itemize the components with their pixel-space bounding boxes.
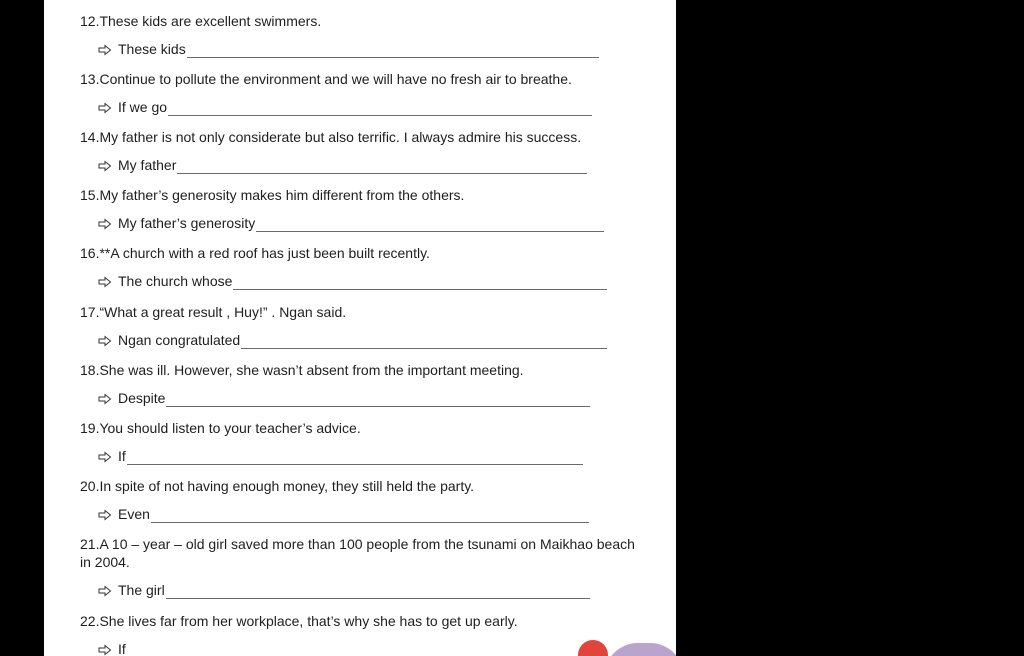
question-19 (80, 419, 361, 437)
answer-prompt: If we go (118, 99, 168, 115)
question-text: You should listen to your teacher’s advice. (99, 420, 361, 436)
question-12 (80, 12, 321, 30)
question-number: 19. (80, 420, 100, 436)
question-number: 20. (80, 478, 100, 494)
answer-prompt: If (118, 448, 126, 464)
question-13 (80, 70, 572, 88)
answer-prompt: My father (118, 157, 177, 173)
answer-line-16 (98, 272, 607, 290)
arrow-right-outline-icon (98, 585, 112, 597)
answer-blank[interactable] (241, 334, 607, 349)
arrow-right-outline-icon (98, 644, 112, 656)
question-number: 18. (80, 362, 100, 378)
question-number: 13. (80, 71, 100, 87)
worksheet-page (44, 0, 676, 656)
question-text: In spite of not having enough money, they still held the party. (99, 478, 475, 494)
answer-line-21 (98, 581, 590, 599)
answer-blank[interactable] (177, 159, 587, 174)
answer-line-15 (98, 214, 604, 232)
answer-prompt: These kids (118, 41, 186, 57)
answer-blank[interactable] (187, 43, 599, 58)
answer-line-13 (98, 98, 592, 116)
question-21 (80, 535, 642, 571)
black-margin-right (676, 0, 1024, 656)
question-text: She was ill. However, she wasn’t absent from the important meeting. (99, 362, 524, 378)
answer-blank[interactable] (151, 508, 589, 523)
question-14 (80, 128, 581, 146)
answer-line-22 (98, 640, 583, 656)
answer-blank[interactable] (256, 217, 604, 232)
answer-prompt: If (118, 641, 126, 656)
question-number: 15. (80, 187, 100, 203)
question-text: My father is not only considerate but also terrific. I always admire his success. (99, 129, 582, 145)
purple-sticker (604, 643, 676, 656)
question-15 (80, 186, 464, 204)
question-number: 17. (80, 304, 100, 320)
answer-line-17 (98, 331, 607, 349)
question-18 (80, 361, 524, 379)
answer-prompt: The church whose (118, 273, 233, 289)
question-text: A 10 – year – old girl saved more than 100 people from the tsunami on Maikhao beach in 2004. (80, 536, 639, 570)
answer-blank[interactable] (166, 392, 590, 407)
question-text: “What a great result , Huy!” . Ngan said. (99, 304, 347, 320)
question-number: 16. (80, 245, 100, 261)
question-number: 14. (80, 129, 100, 145)
arrow-right-outline-icon (98, 44, 112, 56)
question-text: She lives far from her workplace, that’s why she has to get up early. (99, 613, 518, 629)
arrow-right-outline-icon (98, 276, 112, 288)
question-number: 22. (80, 613, 100, 629)
answer-prompt: Ngan congratulated (118, 332, 241, 348)
question-number: 12. (80, 13, 100, 29)
answer-line-20 (98, 505, 589, 523)
answer-blank[interactable] (166, 584, 590, 599)
answer-line-19 (98, 447, 583, 465)
answer-blank[interactable] (168, 101, 592, 116)
arrow-right-outline-icon (98, 160, 112, 172)
question-number: 21. (80, 536, 100, 552)
arrow-right-outline-icon (98, 451, 112, 463)
question-20 (80, 477, 474, 495)
question-text: Continue to pollute the environment and we will have no fresh air to breathe. (99, 71, 572, 87)
answer-blank[interactable] (127, 643, 583, 656)
arrow-right-outline-icon (98, 335, 112, 347)
question-text: These kids are excellent swimmers. (99, 13, 322, 29)
arrow-right-outline-icon (98, 509, 112, 521)
arrow-right-outline-icon (98, 218, 112, 230)
answer-prompt: Despite (118, 390, 166, 406)
answer-prompt: The girl (118, 582, 165, 598)
arrow-right-outline-icon (98, 393, 112, 405)
answer-blank[interactable] (233, 275, 607, 290)
answer-prompt: Even (118, 506, 150, 522)
answer-line-14 (98, 156, 587, 174)
question-text: My father’s generosity makes him different from the others. (99, 187, 465, 203)
question-16 (80, 244, 430, 262)
question-17 (80, 303, 346, 321)
answer-line-18 (98, 389, 590, 407)
answer-blank[interactable] (127, 450, 583, 465)
question-text: **A church with a red roof has just been built recently. (99, 245, 430, 261)
arrow-right-outline-icon (98, 102, 112, 114)
answer-prompt: My father’s generosity (118, 215, 256, 231)
question-22 (80, 612, 518, 630)
answer-line-12 (98, 40, 599, 58)
